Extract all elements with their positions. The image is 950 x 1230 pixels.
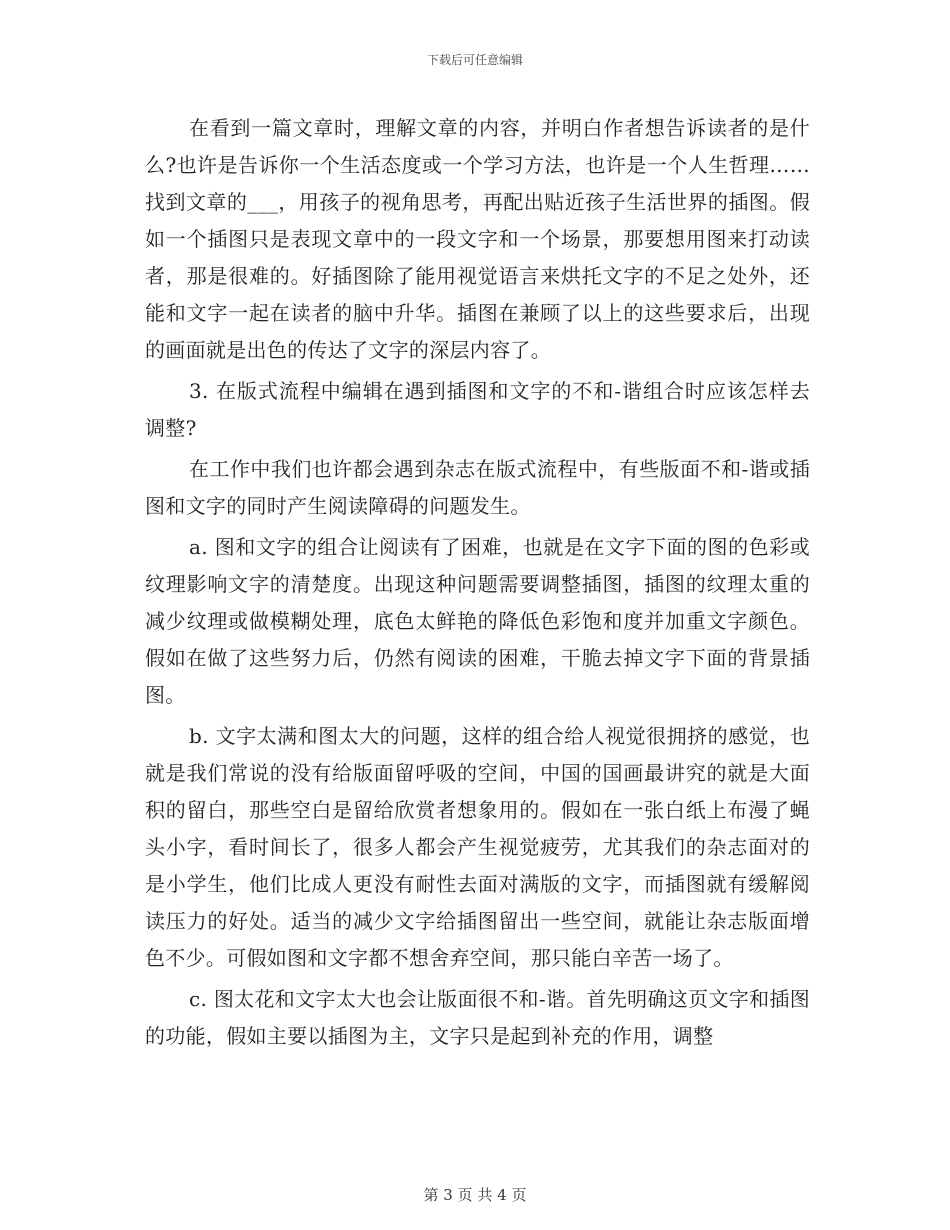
page-header: 下载后可任意编辑 xyxy=(426,53,523,67)
document-body xyxy=(145,110,810,1055)
paragraph-section-3-heading: 3. 在版式流程中编辑在遇到插图和文字的不和-谐组合时应该怎样去调整? xyxy=(145,379,810,440)
paragraph-item-c: c. 图太花和文字太大也会让版面很不和-谐。首先明确这页文字和插图的功能，假如主要以插图为主，文字只是起到补充的作用，调整 xyxy=(145,987,810,1048)
paragraph-item-b: b. 文字太满和图太大的问题，这样的组合给人视觉很拥挤的感觉，也就是我们常说的没有给版面留呼吸的空间，中国的国画最讲究的就是大面积的留白，那些空白是留给欣赏者想象用的。假如在一张白纸上布漫了蝇头小字，看时间长了，很多人都会产生视觉疲劳，尤其我们的杂志面对的是小学生，他们比成人更没有耐性去面对满版的文字，而插图就有缓解阅读压力的好处。适当的减少文字给插图留出一些空间，就能让杂志版面增色不少。可假如图和文字都不想舍弃空间，那只能白辛苦一场了。 xyxy=(145,724,810,970)
paragraph-item-a: a. 图和文字的组合让阅读有了困难，也就是在文字下面的图的色彩或纹理影响文字的清楚度。出现这种问题需要调整插图，插图的纹理太重的减少纹理或做模糊处理，底色太鲜艳的降低色彩饱和度并加重文字颜色。假如在做了这些努力后，仍然有阅读的困难，干脆去掉文字下面的背景插图。 xyxy=(145,535,810,707)
paragraph-layout-problems: 在工作中我们也许都会遇到杂志在版式流程中，有些版面不和-谐或插图和文字的同时产生阅读障碍的问题发生。 xyxy=(145,457,810,518)
page-footer: 第 3 页 共 4 页 xyxy=(423,1186,527,1204)
paragraph-illustration-meaning: 在看到一篇文章时，理解文章的内容，并明白作者想告诉读者的是什么?也许是告诉你一个生活态度或一个学习方法，也许是一个人生哲理……找到文章的___，用孩子的视角思考，再配出贴近孩子生活世界的插图。假如一个插图只是表现文章中的一段文字和一个场景，那要想用图来打动读者，那是很难的。好插图除了能用视觉语言来烘托文字的不足之处外，还能和文字一起在读者的脑中升华。插图在兼顾了以上的这些要求后，出现的画面就是出色的传达了文字的深层内容了。 xyxy=(145,116,810,362)
